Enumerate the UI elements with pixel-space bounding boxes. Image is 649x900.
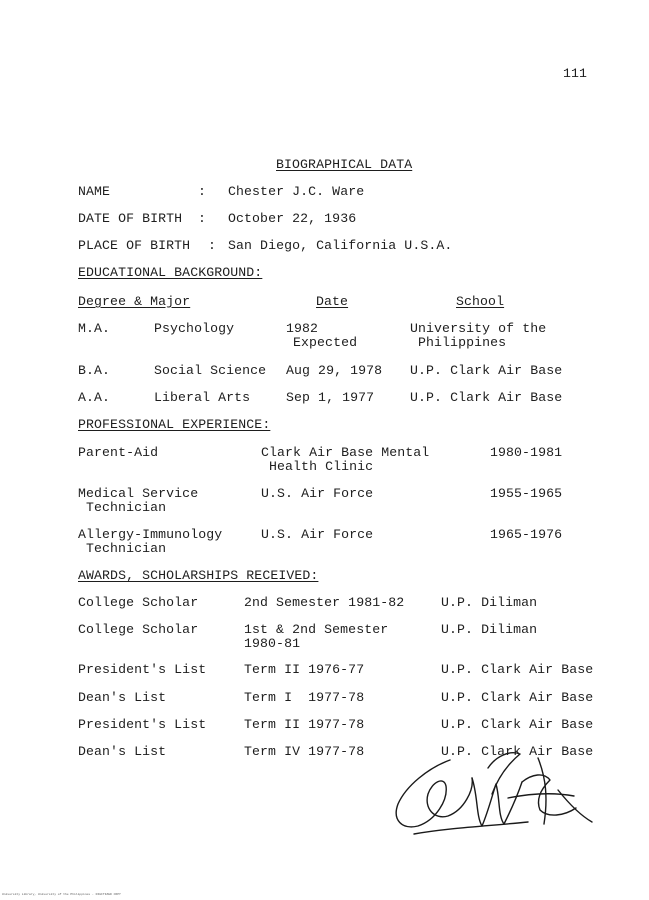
award-term: Term IV 1977-78 xyxy=(244,744,365,759)
award-name: College Scholar xyxy=(78,595,199,610)
award-name: College Scholar xyxy=(78,622,199,637)
education-school-cont: Philippines xyxy=(418,335,507,350)
experience-position: Allergy-Immunology xyxy=(78,527,223,542)
page-number: 111 xyxy=(563,66,588,81)
experience-position-cont: Technician xyxy=(86,500,167,515)
award-term: 2nd Semester 1981-82 xyxy=(244,595,405,610)
award-school: U.P. Diliman xyxy=(441,595,538,610)
education-school: U.P. Clark Air Base xyxy=(410,363,563,378)
education-school: U.P. Clark Air Base xyxy=(410,390,563,405)
dob-label: DATE OF BIRTH xyxy=(78,211,183,226)
experience-position-cont: Technician xyxy=(86,541,167,556)
name-value: Chester J.C. Ware xyxy=(228,184,365,199)
pob-value: San Diego, California U.S.A. xyxy=(228,238,453,253)
experience-employer: U.S. Air Force xyxy=(261,527,374,542)
dob-value: October 22, 1936 xyxy=(228,211,357,226)
page-title: BIOGRAPHICAL DATA xyxy=(276,157,413,172)
name-label: NAME xyxy=(78,184,111,199)
experience-heading: PROFESSIONAL EXPERIENCE: xyxy=(78,417,271,432)
award-name: Dean's List xyxy=(78,744,167,759)
award-term: Term II 1977-78 xyxy=(244,717,365,732)
name-separator: : xyxy=(198,184,207,199)
education-school: University of the xyxy=(410,321,547,336)
award-school: U.P. Clark Air Base xyxy=(441,662,594,677)
experience-employer: Clark Air Base Mental xyxy=(261,445,430,460)
experience-years: 1965-1976 xyxy=(490,527,563,542)
education-heading: EDUCATIONAL BACKGROUND: xyxy=(78,265,263,280)
award-name: President's List xyxy=(78,662,207,677)
experience-position: Medical Service xyxy=(78,486,199,501)
education-col-school: School xyxy=(456,294,505,309)
award-name: Dean's List xyxy=(78,690,167,705)
education-date-note: Expected xyxy=(293,335,358,350)
experience-years: 1980-1981 xyxy=(490,445,563,460)
award-school: U.P. Clark Air Base xyxy=(441,690,594,705)
experience-employer-cont: Health Clinic xyxy=(269,459,374,474)
education-major: Psychology xyxy=(154,321,235,336)
experience-employer: U.S. Air Force xyxy=(261,486,374,501)
award-name: President's List xyxy=(78,717,207,732)
dob-separator: : xyxy=(198,211,207,226)
award-school: U.P. Clark Air Base xyxy=(441,717,594,732)
signature xyxy=(388,738,598,853)
education-date: 1982 xyxy=(286,321,319,336)
award-school: U.P. Diliman xyxy=(441,622,538,637)
education-major: Social Science xyxy=(154,363,267,378)
experience-position: Parent-Aid xyxy=(78,445,159,460)
experience-years: 1955-1965 xyxy=(490,486,563,501)
education-date: Sep 1, 1977 xyxy=(286,390,375,405)
award-term-cont: 1980-81 xyxy=(244,636,301,651)
education-degree: M.A. xyxy=(78,321,111,336)
education-date: Aug 29, 1978 xyxy=(286,363,383,378)
pob-separator: : xyxy=(208,238,217,253)
scan-footer-note: University Library, University of the Philippines · DIGITIZED COPY xyxy=(2,893,121,896)
award-term: Term I 1977-78 xyxy=(244,690,365,705)
education-col-date: Date xyxy=(316,294,349,309)
award-term: Term II 1976-77 xyxy=(244,662,365,677)
pob-label: PLACE OF BIRTH xyxy=(78,238,191,253)
education-col-degree-major: Degree & Major xyxy=(78,294,191,309)
education-major: Liberal Arts xyxy=(154,390,251,405)
award-term: 1st & 2nd Semester xyxy=(244,622,389,637)
education-degree: B.A. xyxy=(78,363,111,378)
education-degree: A.A. xyxy=(78,390,111,405)
awards-heading: AWARDS, SCHOLARSHIPS RECEIVED: xyxy=(78,568,319,583)
award-school: U.P. Clark Air Base xyxy=(441,744,594,759)
